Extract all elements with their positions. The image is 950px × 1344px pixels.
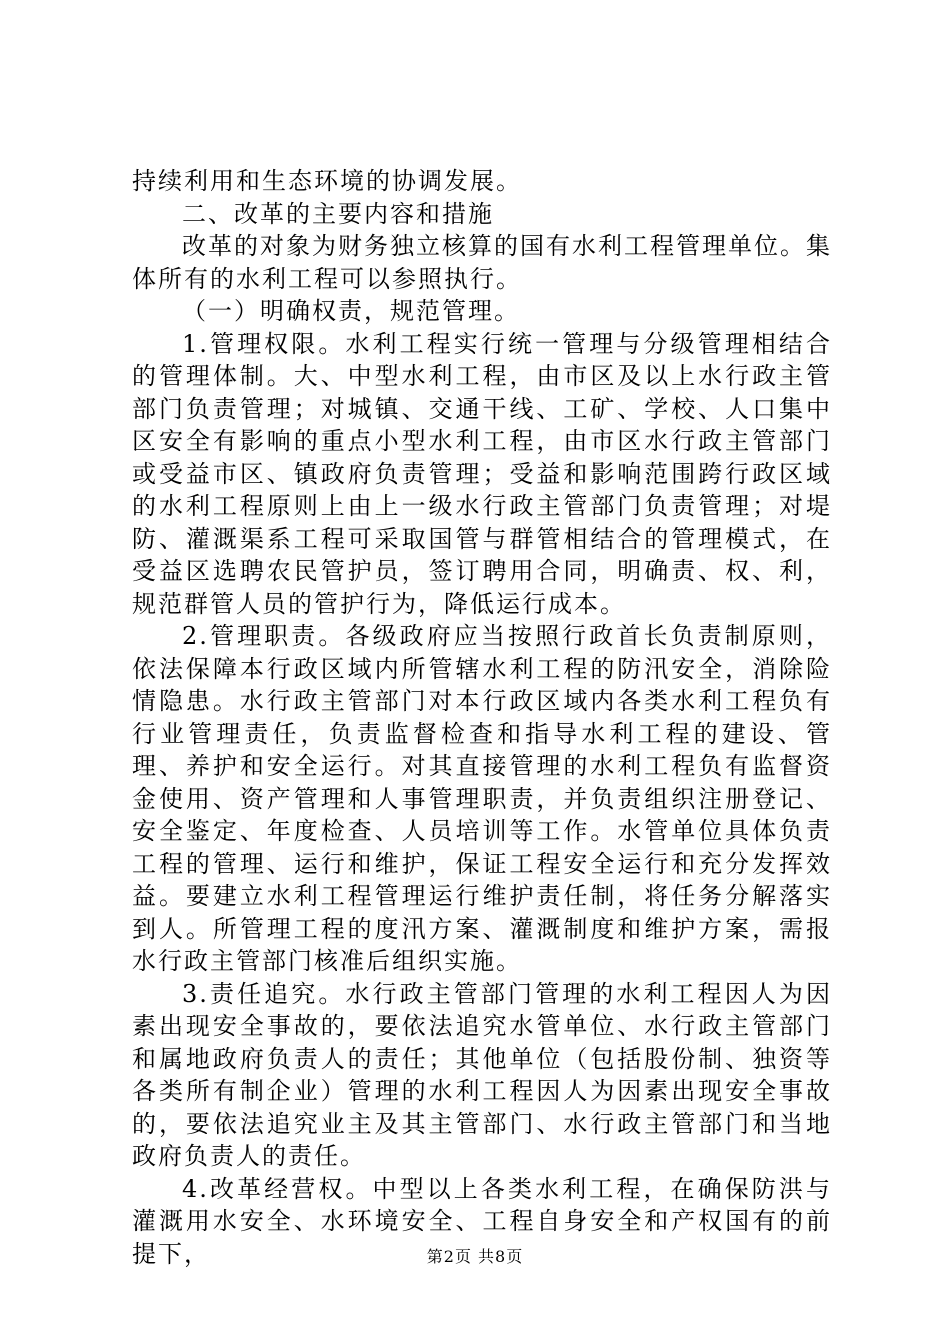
paragraph: 1.管理权限。水利工程实行统一管理与分级管理相结合的管理体制。大、中型水利工程，由市区及以上水行政主管部门负责管理；对城镇、交通干线、工矿、学校、人口集中区安全有影响的重点小型水利工程，由市区水行政主管部门或受益市区、镇政府负责管理；受益和影响范围跨行政区域的水利工程原则上由上一级水行政主管部门负责管理；对堤防、灌溉渠系工程可采取国管与群管相结合的管理模式，在受益区选聘农民管护员，签订聘用合同，明确责、权、利，规范群管人员的管护行为，降低运行成本。 — [132, 329, 832, 618]
paragraph: 2.管理职责。各级政府应当按照行政首长负责制原则，依法保障本行政区域内所管辖水利工程的防汛安全，消除险情隐患。水行政主管部门对本行政区域内各类水利工程负有行业管理责任，负责监督检查和指导水利工程的建设、管理、养护和安全运行。对其直接管理的水利工程负有监督资金使用、资产管理和人事管理职责，并负责组织注册登记、安全鉴定、年度检查、人员培训等工作。水管单位具体负责工程的管理、运行和维护，保证工程安全运行和充分发挥效益。要建立水利工程管理运行维护责任制，将任务分解落实到人。所管理工程的度汛方案、灌溉制度和维护方案，需报水行政主管部门核准后组织实施。 — [132, 622, 832, 975]
paragraph: 二、改革的主要内容和措施 — [182, 199, 494, 228]
document-body — [132, 165, 832, 1270]
page-footer: 第2页 共8页 — [426, 1247, 524, 1266]
paragraph: 4.改革经营权。中型以上各类水利工程，在确保防洪与灌溉用水安全、水环境安全、工程自身安全和产权国有的前提下， — [132, 1174, 832, 1268]
paragraph: 改革的对象为财务独立核算的国有水利工程管理单位。集体所有的水利工程可以参照执行。 — [132, 232, 832, 293]
paragraph: 3.责任追究。水行政主管部门管理的水利工程因人为因素出现安全事故的，要依法追究水管单位、水行政主管部门和属地政府负责人的责任；其他单位（包括股份制、独资等各类所有制企业）管理的水利工程因人为因素出现安全事故的，要依法追究业主及其主管部门、水行政主管部门和当地政府负责人的责任。 — [132, 979, 832, 1170]
paragraph: （一）明确权责，规范管理。 — [182, 297, 520, 325]
paragraph: 持续利用和生态环境的协调发展。 — [132, 167, 522, 195]
